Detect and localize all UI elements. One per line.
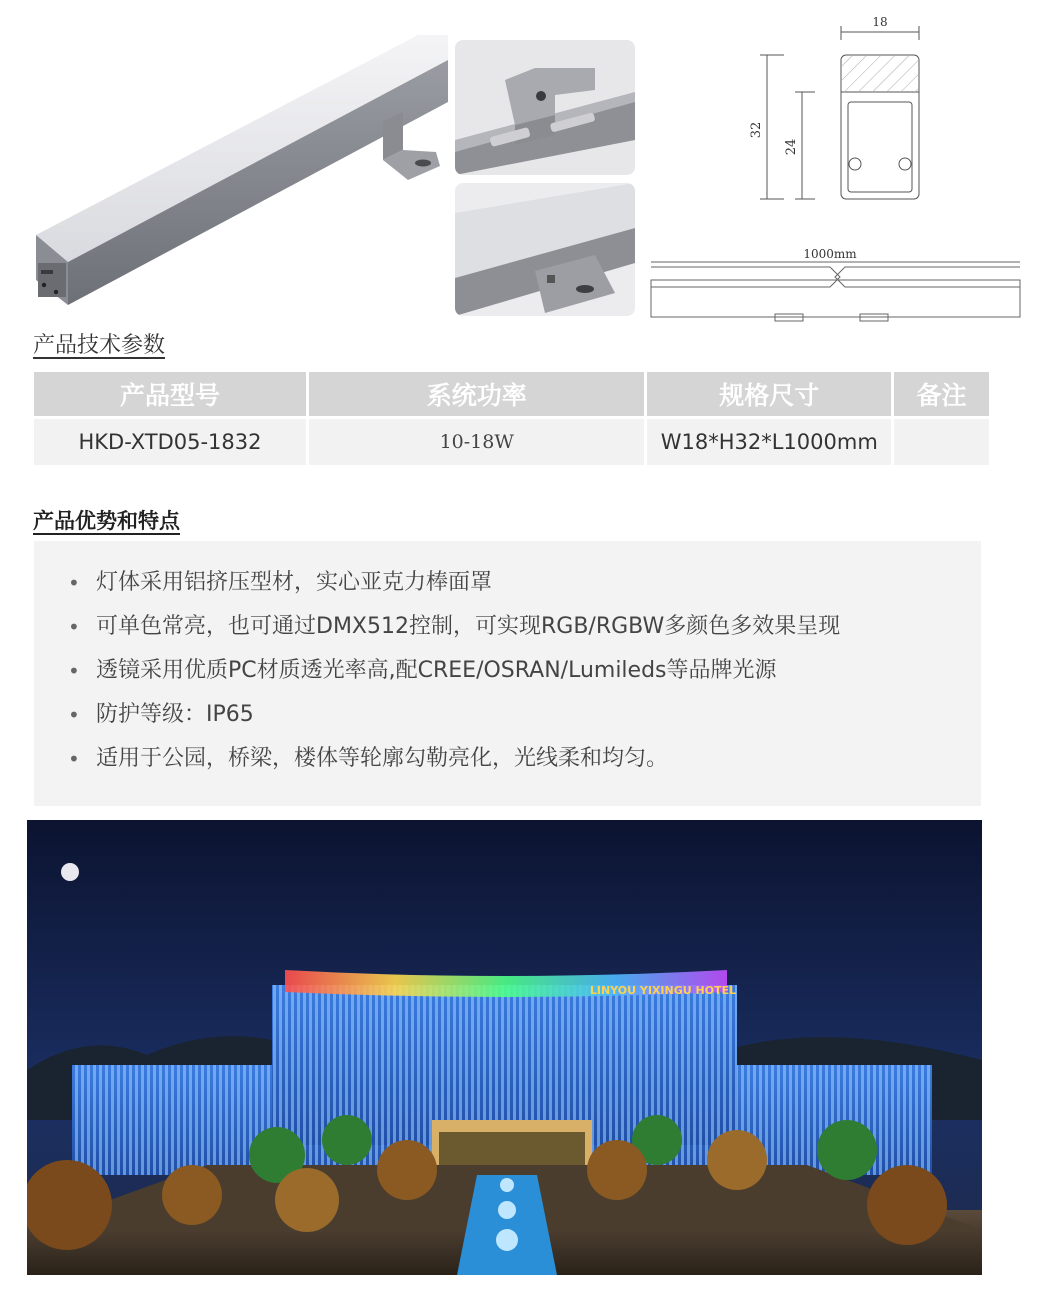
cell-power: 10-18W bbox=[309, 416, 647, 465]
bracket-detail-photo bbox=[455, 40, 635, 175]
header-power: 系统功率 bbox=[309, 372, 647, 416]
product-main-image bbox=[28, 30, 448, 310]
bullet-icon: • bbox=[68, 703, 80, 727]
application-night-photo bbox=[27, 820, 982, 1275]
list-item bbox=[68, 649, 981, 693]
list-item bbox=[68, 693, 981, 737]
params-title: 产品技术参数 bbox=[33, 333, 166, 358]
cell-size: W18*H32*L1000mm bbox=[647, 416, 894, 465]
hotel-sign: LINYOU YIXINGU HOTEL bbox=[589, 984, 737, 997]
header-size: 规格尺寸 bbox=[647, 372, 894, 416]
cell-model: HKD-XTD05-1832 bbox=[34, 416, 309, 465]
feature-text: 透镜采用优质PC材质透光率高,配CREE/OSRAN/Lumileds等品牌光源 bbox=[96, 658, 777, 683]
feature-text: 灯体采用铝挤压型材，实心亚克力棒面罩 bbox=[96, 570, 493, 595]
cross-section-drawing bbox=[740, 12, 960, 212]
length-drawing bbox=[645, 242, 1025, 327]
width-dim-label: 18 bbox=[872, 15, 888, 29]
inner-dim-label: 24 bbox=[784, 138, 799, 156]
mounting-detail-photo bbox=[455, 183, 635, 316]
table-header-row bbox=[34, 372, 989, 416]
list-item bbox=[68, 561, 981, 605]
length-dim-label: 1000mm bbox=[803, 247, 857, 261]
height-dim-label: 32 bbox=[749, 121, 764, 139]
features-box bbox=[34, 541, 981, 806]
table-row bbox=[34, 416, 989, 465]
spec-table bbox=[34, 372, 989, 465]
bullet-icon: • bbox=[68, 747, 80, 771]
cell-remark bbox=[894, 416, 989, 465]
features-list bbox=[34, 541, 981, 781]
feature-text: 适用于公园，桥梁，楼体等轮廓勾勒亮化，光线柔和均匀。 bbox=[96, 746, 669, 771]
features-title: 产品优势和特点 bbox=[33, 509, 180, 533]
header-remark: 备注 bbox=[894, 372, 989, 416]
header-model: 产品型号 bbox=[34, 372, 309, 416]
list-item bbox=[68, 605, 981, 649]
feature-text: 防护等级：IP65 bbox=[96, 702, 254, 727]
bullet-icon: • bbox=[68, 659, 80, 683]
bullet-icon: • bbox=[68, 571, 80, 595]
bullet-icon: • bbox=[68, 615, 80, 639]
list-item bbox=[68, 737, 981, 781]
feature-text: 可单色常亮，也可通过DMX512控制，可实现RGB/RGBW多颜色多效果呈现 bbox=[96, 614, 841, 639]
